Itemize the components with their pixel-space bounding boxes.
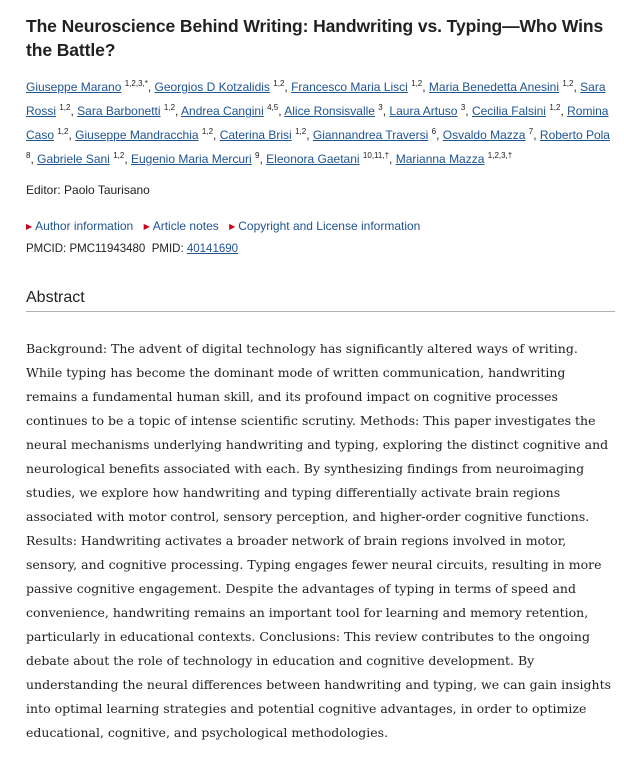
author-affiliation-superscript[interactable]: 7 — [528, 127, 534, 136]
author-affiliation-superscript[interactable]: 1,2 — [201, 127, 214, 136]
editor-line: Editor: Paolo Taurisano — [26, 183, 150, 197]
author-link[interactable]: Eugenio Maria Mercuri — [130, 152, 252, 166]
author-link[interactable]: Osvaldo Mazza — [442, 128, 526, 142]
author-link[interactable]: Laura Artuso — [389, 104, 458, 118]
author-affiliation-superscript[interactable]: 1,2,3,† — [487, 151, 513, 160]
author-affiliation-superscript[interactable]: 1,2 — [295, 127, 307, 136]
article-notes-link[interactable]: ▶ Article notes — [143, 219, 219, 233]
author-link[interactable]: Sara Barbonetti — [77, 104, 161, 118]
author-affiliation-superscript[interactable]: 1,2 — [549, 103, 561, 112]
author-affiliation-superscript[interactable]: 1,2 — [411, 79, 423, 88]
author-affiliation-superscript[interactable]: 1,2 — [59, 103, 71, 112]
author-link[interactable]: Marianna Mazza — [395, 152, 485, 166]
author-affiliation-superscript[interactable]: 1,2 — [57, 127, 69, 136]
author-link[interactable]: Andrea Cangini — [181, 104, 264, 118]
article-info-links — [26, 219, 614, 233]
author-affiliation-superscript[interactable]: 1,2,3,* — [124, 79, 148, 88]
author-affiliation-superscript[interactable]: 1,2 — [113, 151, 125, 160]
author-affiliation-superscript[interactable]: 4,5 — [267, 103, 279, 112]
author-link[interactable]: Cecilia Falsini — [471, 104, 546, 118]
author-link[interactable]: Sara Rossi — [26, 80, 606, 118]
author-link[interactable]: Gabriele Sani — [37, 152, 110, 166]
pmcid: PMCID: PMC11943480 — [26, 243, 146, 255]
author-link[interactable]: Alice Ronsisvalle — [284, 104, 375, 118]
author-affiliation-superscript[interactable]: 8 — [26, 151, 31, 160]
expand-triangle-icon: ▶ — [26, 222, 33, 231]
abstract-body: Background: The advent of digital technology has significantly altered ways of writing. While typing has become the dominant mode of written communication, handwriting remains a fundamental human skill, and its profound impact on cognitive processes continues to be a topic of intense scientific scrutiny. Methods: This paper investigates the neural mechanisms underlying handwriting and typing, exploring the distinct cognitive and neurological benefits associated with each. By synthesizing findings from neuroimaging studies, we explore how handwriting and typing differentially activate brain regions associated with motor control, sensory perception, and higher-order cognitive functions. Results: Handwriting activates a broader network of brain regions involved in motor, sensory, and cognitive processing. Typing engages fewer neural circuits, resulting in more passive cognitive engagement. Despite the advantages of typing in terms of speed and convenience, handwriting remains an important tool for learning and memory retention, particularly in educational contexts. Conclusions: This review contributes to the ongoing debate about the role of technology in education and cognitive development. By understanding the neural differences between handwriting and typing, we can gain insights into optimal learning strategies and potential cognitive advantages, in order to optimize educational, cognitive, and psychological methodologies. — [26, 341, 612, 740]
pmid-label: PMID: — [151, 243, 184, 255]
author-link[interactable]: Caterina Brisi — [219, 128, 292, 142]
article-title: The Neuroscience Behind Writing: Handwriting vs. Typing—Who Wins the Battle? — [26, 16, 604, 60]
author-affiliation-superscript[interactable]: 9 — [255, 151, 260, 160]
expand-triangle-icon: ▶ — [229, 222, 236, 231]
author-link[interactable]: Roberto Pola — [539, 128, 610, 142]
copyright-license-link[interactable]: ▶ Copyright and License information — [229, 219, 421, 233]
expand-triangle-icon: ▶ — [143, 222, 150, 231]
article-ids — [26, 243, 614, 255]
author-affiliation-superscript[interactable]: 1,2 — [273, 79, 285, 88]
author-affiliation-superscript[interactable]: 3 — [460, 103, 466, 112]
author-link[interactable]: Georgios D Kotzalidis — [154, 80, 270, 94]
author-information-link[interactable]: ▶ Author information — [26, 219, 134, 233]
author-affiliation-superscript[interactable]: 1,2 — [562, 79, 574, 88]
author-affiliation-superscript[interactable]: 6 — [431, 127, 437, 136]
author-list: Giuseppe Marano $^{1,2,3,*}$, Georgios D Kotzalidis $^{1,2}$, Francesco Maria Lisci $^{1,2}$, Maria Benedetta Anesini $^{1,2}$, Sara Rossi $^{1,2}$, Sara Barbonetti $^{1,2}$, Andrea Cangini $^{4,5}$, Alice Ronsisvalle $^3$, Laura Artuso $^3$, Cecilia Falsini $^{1,2}$, Romina Caso $^{1,2}$, Giuseppe Mandracchia $^{1,2}$, Caterina Brisi $^{1,2}$, Giannandrea Traversi $^6$, Osvaldo Mazza $^7$, Roberto Pola $^8$, Gabriele Sani $^{1,2}$, Eugenio Maria Mercuri $^9$, Eleonora Gaetani $^{10,11,\dagger}$, Marianna Mazza $^{1,2,3,\dagger}$ — [26, 79, 610, 166]
author-affiliation-superscript[interactable]: 3 — [378, 103, 383, 112]
pmid-link[interactable]: 40141690 — [186, 243, 239, 255]
author-link[interactable]: Maria Benedetta Anesini — [428, 80, 560, 94]
author-link[interactable]: Eleonora Gaetani — [266, 152, 360, 166]
author-link[interactable]: Giuseppe Mandracchia — [75, 128, 199, 142]
author-link[interactable]: Francesco Maria Lisci — [291, 80, 408, 94]
author-link[interactable]: Romina Caso — [26, 104, 609, 142]
abstract-heading: Abstract — [26, 289, 615, 312]
author-link[interactable]: Giuseppe Marano — [26, 80, 122, 94]
author-affiliation-superscript[interactable]: 1,2 — [163, 103, 176, 112]
author-link[interactable]: Giannandrea Traversi — [312, 128, 429, 142]
author-affiliation-superscript[interactable]: 10,11,† — [362, 151, 390, 160]
